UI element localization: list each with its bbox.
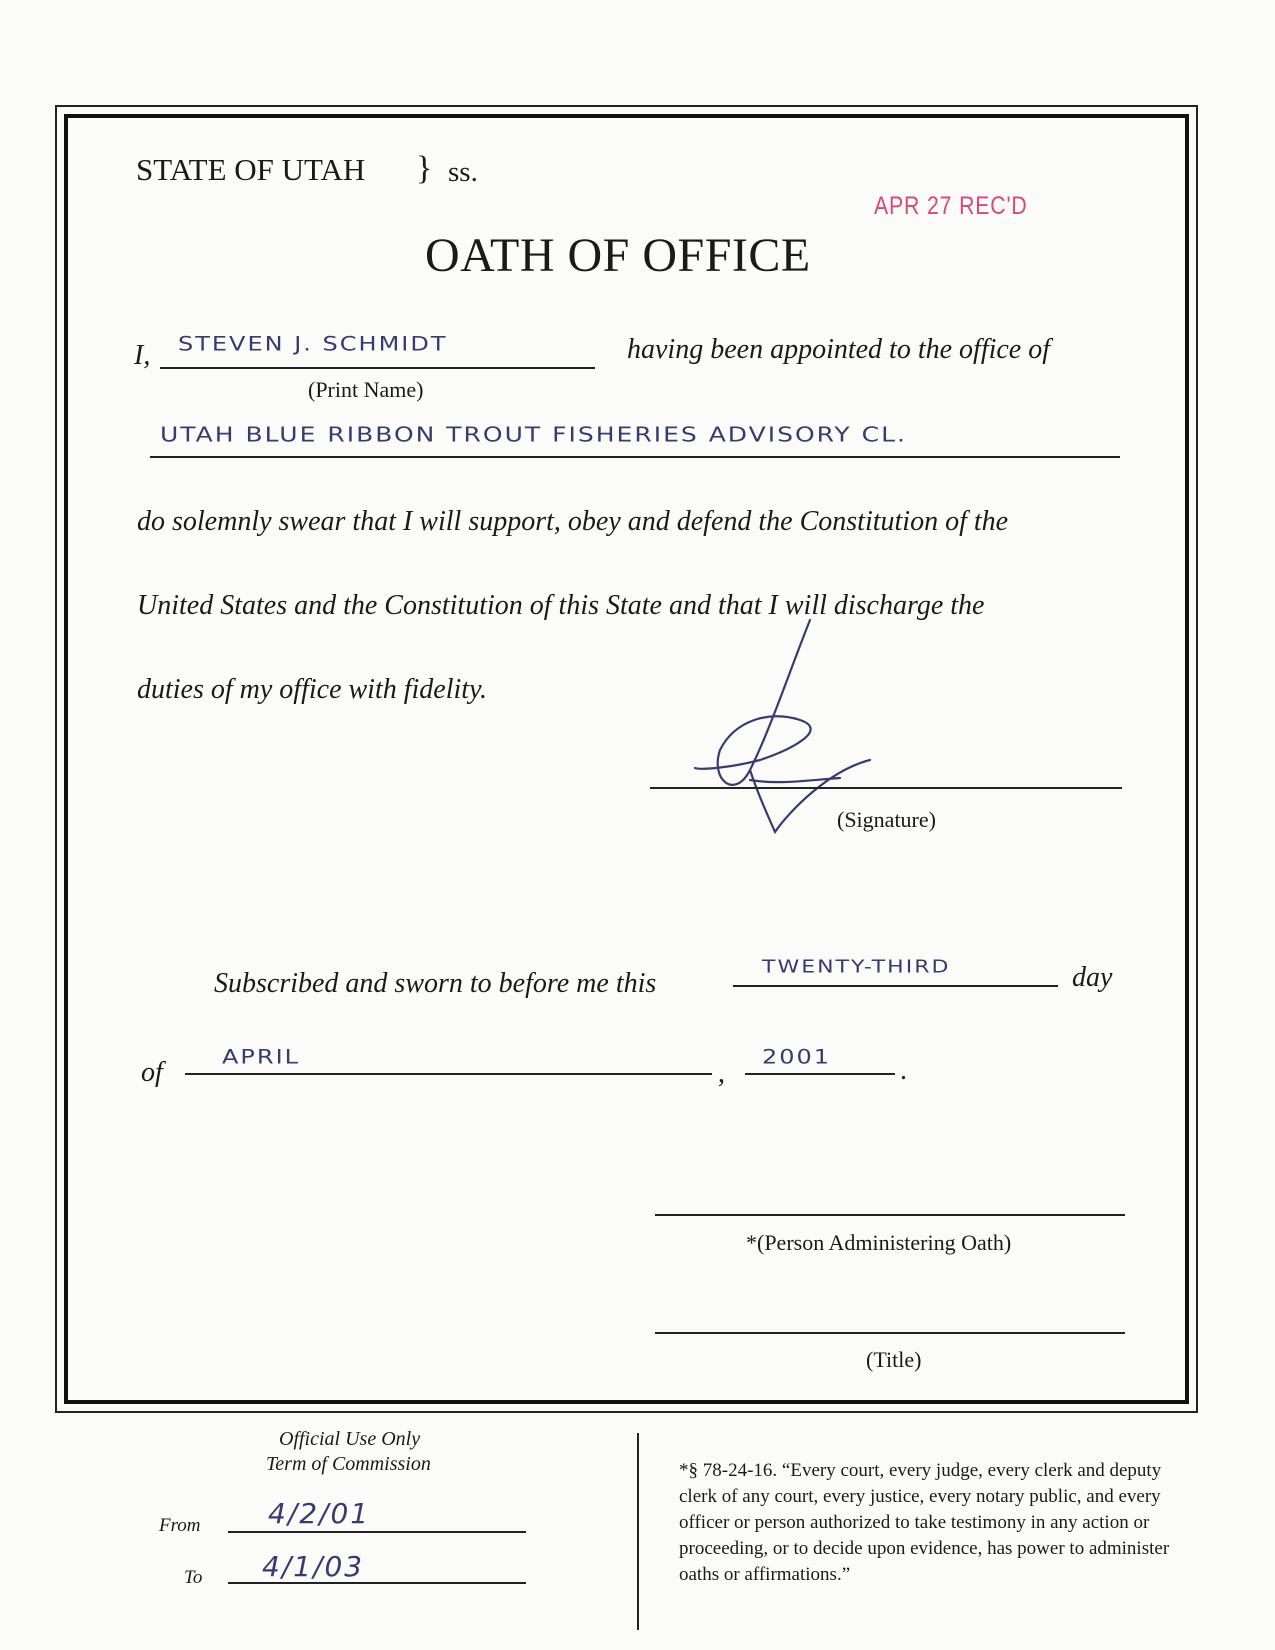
to-label: To — [184, 1567, 203, 1588]
title-line — [655, 1332, 1125, 1334]
inner-border — [64, 114, 1189, 1404]
day-label: day — [1072, 962, 1113, 993]
subscribed-text: Subscribed and sworn to before me this — [214, 968, 657, 999]
i-label: I, — [134, 340, 151, 371]
signature-label: (Signature) — [837, 807, 936, 832]
document-title: OATH OF OFFICE — [425, 229, 811, 282]
comma: , — [718, 1058, 725, 1089]
handwritten-signature — [690, 610, 880, 840]
handwritten-from-date: 4/2/01 — [268, 1497, 371, 1530]
from-line — [228, 1531, 526, 1533]
footer-divider — [637, 1433, 639, 1630]
office-line — [150, 456, 1120, 458]
print-name-label: (Print Name) — [308, 377, 424, 402]
day-line — [733, 985, 1058, 987]
title-label: (Title) — [866, 1347, 922, 1372]
official-use-heading: Official Use Only — [279, 1428, 421, 1450]
period: . — [900, 1055, 907, 1086]
received-stamp: APR 27 REC'D — [874, 192, 1028, 220]
ss-label: ss. — [448, 156, 478, 188]
statute-footnote: *§ 78-24-16. “Every court, every judge, every clerk and deputy clerk of any court, every justice, every notary public, and every officer or person authorized to take testimony in any action or proceeding, or to decide upon evidence, has power to administer oaths or affirmations.” — [679, 1460, 1170, 1585]
of-label: of — [141, 1057, 163, 1088]
handwritten-office: UTAH BLUE RIBBON TROUT FISHERIES ADVISORY CL. — [160, 422, 907, 447]
administering-line — [655, 1214, 1125, 1216]
administering-label: *(Person Administering Oath) — [746, 1230, 1012, 1255]
from-label: From — [159, 1515, 201, 1536]
brace: } — [416, 150, 433, 187]
handwritten-to-date: 4/1/03 — [262, 1550, 365, 1583]
oath-line-2: United States and the Constitution of this State and that I will discharge the — [137, 590, 985, 621]
oath-line-1: do solemnly swear that I will support, obey and defend the Constitution of the — [137, 506, 1009, 537]
month-line — [185, 1073, 712, 1075]
signature-line — [650, 787, 1122, 789]
year-line — [745, 1073, 895, 1075]
handwritten-month: APRIL — [222, 1045, 301, 1069]
handwritten-name: STEVEN J. SCHMIDT — [178, 332, 448, 356]
appointed-text: having been appointed to the office of — [627, 334, 1051, 365]
name-line — [160, 367, 595, 369]
term-of-commission: Term of Commission — [266, 1453, 431, 1475]
oath-line-3: duties of my office with fidelity. — [137, 674, 487, 705]
handwritten-year: 2001 — [762, 1045, 832, 1069]
handwritten-day: TWENTY-THIRD — [762, 957, 951, 978]
state-label: STATE OF UTAH — [136, 152, 366, 187]
